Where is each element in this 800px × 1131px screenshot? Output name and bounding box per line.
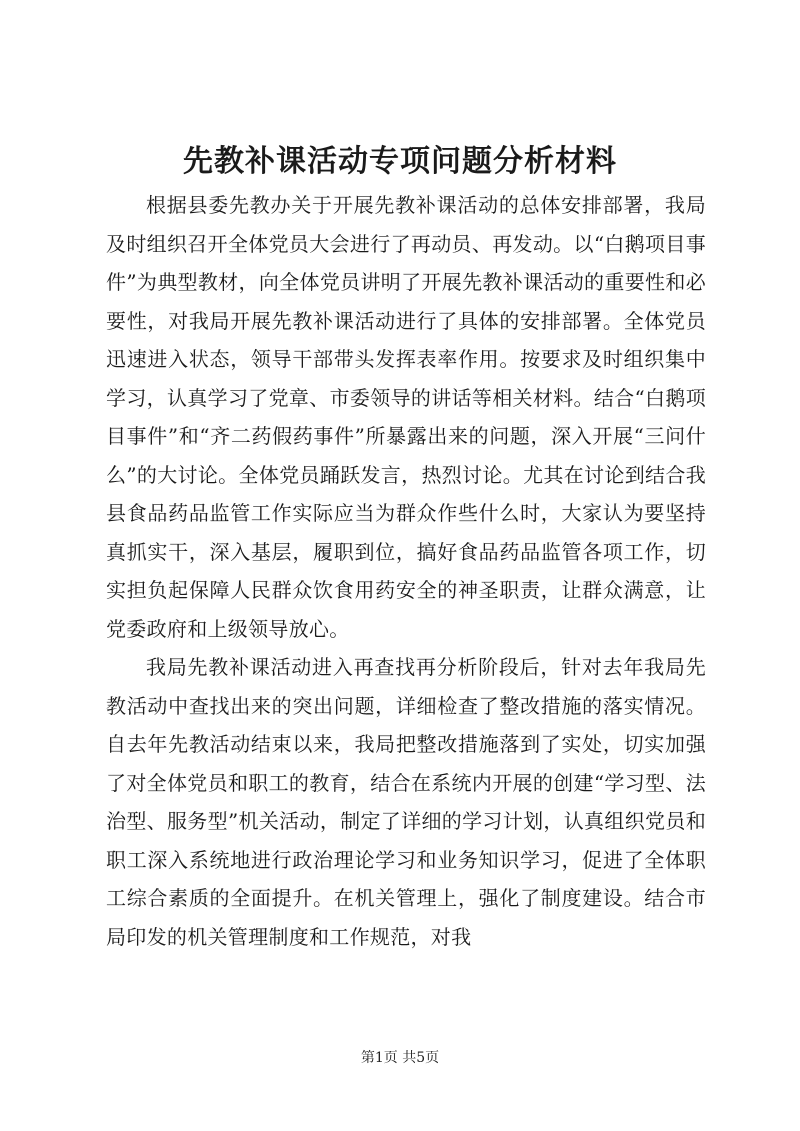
- page-footer: 第1页 共5页: [360, 1050, 440, 1066]
- paragraph-2: 我局先教补课活动进入再查找再分析阶段后，针对去年我局先教活动中查找出来的突出问题，详细检查了整改措施的落实情况。自去年先教活动结束以来，我局把整改措施落到了实处，切实加强了对全体党员和职工的教育，结合在系统内开展的创建“学习型、法治型、服务型”机关活动，制定了详细的学习计划，认真组织党员和职工深入系统地进行政治理论学习和业务知识学习，促进了全体职工综合素质的全面提升。在机关管理上，强化了制度建设。结合市局印发的机关管理制度和工作规范，对我: [106, 655, 706, 949]
- document-title: 先教补课活动专项问题分析材料: [183, 144, 617, 179]
- document-body: [106, 186, 706, 956]
- paragraph-1: 根据县委先教办关于开展先教补课活动的总体安排部署，我局及时组织召开全体党员大会进行了再动员、再发动。以“白鹅项目事件”为典型教材，向全体党员讲明了开展先教补课活动的重要性和必要性，对我局开展先教补课活动进行了具体的安排部署。全体党员迅速进入状态，领导干部带头发挥表率作用。按要求及时组织集中学习，认真学习了党章、市委领导的讲话等相关材料。结合“白鹅项目事件”和“齐二药假药事件”所暴露出来的问题，深入开展“三问什么”的大讨论。全体党员踊跃发言，热烈讨论。尤其在讨论到结合我县食品药品监管工作实际应当为群众作些什么时，大家认为要坚持真抓实干，深入基层，履职到位，搞好食品药品监管各项工作，切实担负起保障人民群众饮食用药安全的神圣职责，让群众满意，让党委政府和上级领导放心。: [106, 193, 706, 641]
